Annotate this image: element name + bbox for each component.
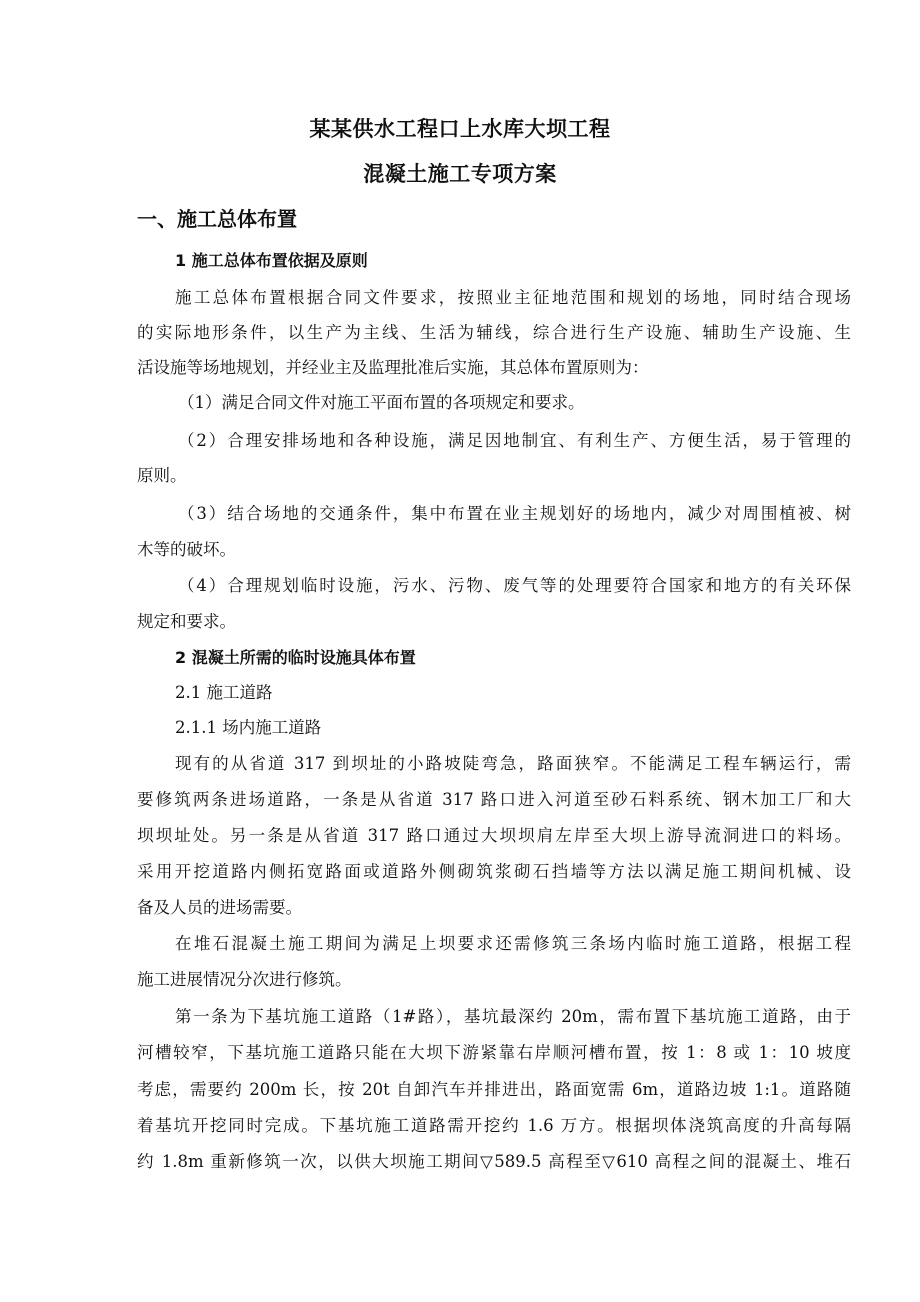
paragraph-line: 要修筑两条进场道路，一条是从省道 317 路口进入河道至砂石料系统、钢木加工厂和大 <box>137 790 851 809</box>
list-item: （4）合理规划临时设施，污水、污物、废气等的处理要符合国家和地方的有关环保 <box>178 576 851 595</box>
list-item-continuation: 规定和要求。 <box>137 612 236 631</box>
paragraph-line: 坝坝址处。另一条是从省道 317 路口通过大坝坝肩左岸至大坝上游导流洞进口的料场。 <box>137 826 851 845</box>
paragraph-line: 着基坑开挖同时完成。下基坑施工道路需开挖约 1.6 万方。根据坝体浇筑高度的升高每隔 <box>137 1116 851 1135</box>
paragraph-line: 现有的从省道 317 到坝址的小路坡陡弯急，路面狭窄。不能满足工程车辆运行，需 <box>175 754 851 773</box>
document-subtitle: 混凝土施工专项方案 <box>363 162 557 186</box>
paragraph-line: 施工进展情况分次进行修筑。 <box>137 970 352 989</box>
paragraph-line: 第一条为下基坑施工道路（1#路），基坑最深约 20m，需布置下基坑施工道路，由于 <box>175 1007 851 1026</box>
paragraph-line: 施工总体布置根据合同文件要求，按照业主征地范围和规划的场地，同时结合现场 <box>175 288 851 307</box>
paragraph-line: 活设施等场地规划，并经业主及监理批准后实施，其总体布置原则为： <box>137 358 649 377</box>
paragraph-line: 约 1.8m 重新修筑一次，以供大坝施工期间▽589.5 高程至▽610 高程之间的混凝土、堆石 <box>137 1152 851 1171</box>
subsection-heading: 2.1.1 场内施工道路 <box>175 718 322 737</box>
section-heading: 一、施工总体布置 <box>137 207 297 231</box>
list-item: （3）结合场地的交通条件，集中布置在业主规划好的场地内，减少对周围植被、树 <box>178 504 851 523</box>
list-item: （1）满足合同文件对施工平面布置的各项规定和要求。 <box>178 393 585 412</box>
paragraph-line: 在堆石混凝土施工期间为满足上坝要求还需修筑三条场内临时施工道路，根据工程 <box>175 934 851 953</box>
document-title: 某某供水工程口上水库大坝工程 <box>309 117 611 141</box>
list-item: （2）合理安排场地和各种设施，满足因地制宜、有利生产、方便生活，易于管理的 <box>178 431 851 450</box>
paragraph-line: 备及人员的进场需要。 <box>137 898 302 917</box>
list-item-continuation: 原则。 <box>137 466 187 485</box>
subsection-heading: 2.1 施工道路 <box>175 683 273 702</box>
paragraph-line: 采用开挖道路内侧拓宽路面或道路外侧砌筑浆砌石挡墙等方法以满足施工期间机械、设 <box>137 862 851 881</box>
list-item-continuation: 木等的破坏。 <box>137 540 236 559</box>
subsection-heading: 2 混凝土所需的临时设施具体布置 <box>175 648 416 667</box>
subsection-heading: 1 施工总体布置依据及原则 <box>175 251 368 270</box>
paragraph-line: 的实际地形条件，以生产为主线、生活为辅线，综合进行生产设施、辅助生产设施、生 <box>137 323 851 342</box>
paragraph-line: 考虑，需要约 200m 长，按 20t 自卸汽车并排进出，路面宽需 6m，道路边坡 1:1。道路随 <box>137 1080 851 1099</box>
paragraph-line: 河槽较窄，下基坑施工道路只能在大坝下游紧靠右岸顺河槽布置，按 1：8 或 1：10 坡度 <box>137 1043 851 1062</box>
